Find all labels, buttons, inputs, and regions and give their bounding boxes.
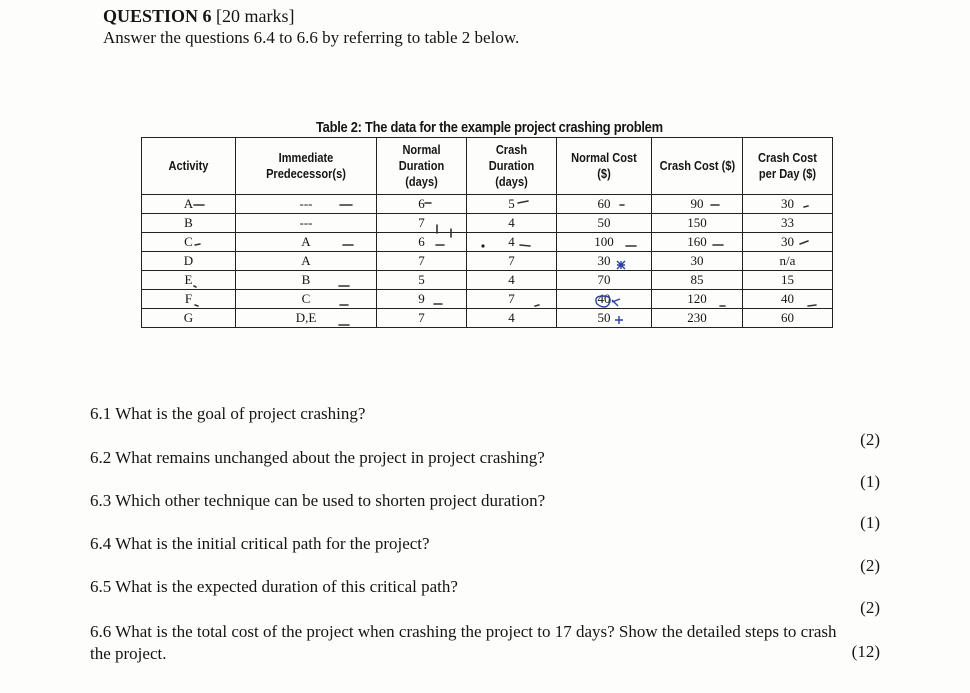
header-normal-duration: Normal Duration (days): [377, 138, 467, 195]
header-normal-cost: Normal Cost ($): [557, 138, 652, 195]
marks-6-6: (12): [851, 642, 880, 661]
question-6-1: 6.1 What is the goal of project crashing?: [90, 404, 366, 423]
cell-predecessors: ---: [236, 195, 377, 214]
cell-crash-cost: 90: [652, 195, 743, 214]
header-crash-cost: Crash Cost ($): [652, 138, 743, 195]
question-6-3: 6.3 Which other technique can be used to shorten project duration?: [90, 491, 546, 510]
question-marks: [20 marks]: [216, 6, 295, 26]
header-crash-cost-per-day: Crash Cost per Day ($): [743, 138, 833, 195]
cell-activity: B: [142, 214, 236, 233]
cell-crash-cost-per-day: 60: [743, 309, 833, 328]
cell-crash-cost: 30: [652, 252, 743, 271]
cell-crash-cost-per-day: n/a: [743, 252, 833, 271]
cell-predecessors: A: [236, 233, 377, 252]
cell-crash-cost: 120: [652, 290, 743, 309]
cell-normal-duration: 6: [377, 233, 467, 252]
cell-activity: E: [142, 271, 236, 290]
cell-normal-cost: 40: [557, 290, 652, 309]
cell-normal-cost: 50: [557, 309, 652, 328]
cell-crash-cost-per-day: 33: [743, 214, 833, 233]
cell-activity: C: [142, 233, 236, 252]
cell-crash-duration: 4: [467, 309, 557, 328]
cell-crash-duration: 4: [467, 271, 557, 290]
question-6-6: 6.6 What is the total cost of the project when crashing the project to 17 days? Show the detailed steps to crash the project.: [90, 622, 837, 663]
cell-crash-duration: 4: [467, 214, 557, 233]
question-6-5: 6.5 What is the expected duration of this critical path?: [90, 577, 458, 596]
question-number: QUESTION 6: [103, 6, 212, 26]
cell-crash-duration: 4: [467, 233, 557, 252]
cell-crash-cost-per-day: 30: [743, 195, 833, 214]
header-activity: Activity: [142, 138, 236, 195]
cell-normal-cost: 100: [557, 233, 652, 252]
cell-crash-cost-per-day: 30: [743, 233, 833, 252]
question-6-2: 6.2 What remains unchanged about the project in project crashing?: [90, 448, 545, 467]
cell-normal-duration: 7: [377, 252, 467, 271]
cell-crash-cost-per-day: 15: [743, 271, 833, 290]
cell-activity: D: [142, 252, 236, 271]
question-6-4: 6.4 What is the initial critical path for the project?: [90, 534, 430, 553]
cell-crash-duration: 7: [467, 252, 557, 271]
cell-predecessors: B: [236, 271, 377, 290]
table-caption: Table 2: The data for the example project crashing problem: [316, 119, 663, 136]
cell-predecessors: ---: [236, 214, 377, 233]
marks-6-3: (1): [860, 513, 880, 532]
cell-crash-duration: 7: [467, 290, 557, 309]
cell-activity: A: [142, 195, 236, 214]
cell-crash-cost: 150: [652, 214, 743, 233]
cell-normal-cost: 50: [557, 214, 652, 233]
cell-predecessors: A: [236, 252, 377, 271]
marks-6-2: (1): [860, 472, 880, 491]
marks-6-1: (2): [860, 430, 880, 449]
cell-normal-duration: 6: [377, 195, 467, 214]
cell-normal-cost: 30: [557, 252, 652, 271]
cell-normal-cost: 60: [557, 195, 652, 214]
cell-normal-duration: 9: [377, 290, 467, 309]
cell-crash-cost: 160: [652, 233, 743, 252]
cell-normal-duration: 7: [377, 309, 467, 328]
marks-6-5: (2): [860, 598, 880, 617]
cell-crash-cost: 85: [652, 271, 743, 290]
cell-crash-cost-per-day: 40: [743, 290, 833, 309]
cell-normal-duration: 5: [377, 271, 467, 290]
question-intro: Answer the questions 6.4 to 6.6 by referring to table 2 below.: [103, 28, 520, 47]
cell-crash-duration: 5: [467, 195, 557, 214]
header-crash-duration: Crash Duration (days): [467, 138, 557, 195]
header-predecessors: Immediate Predecessor(s): [236, 138, 377, 195]
marks-6-4: (2): [860, 556, 880, 575]
cell-normal-duration: 7: [377, 214, 467, 233]
cell-predecessors: D,E: [236, 309, 377, 328]
cell-crash-cost: 230: [652, 309, 743, 328]
cell-predecessors: C: [236, 290, 377, 309]
cell-normal-cost: 70: [557, 271, 652, 290]
cell-activity: F: [142, 290, 236, 309]
cell-activity: G: [142, 309, 236, 328]
